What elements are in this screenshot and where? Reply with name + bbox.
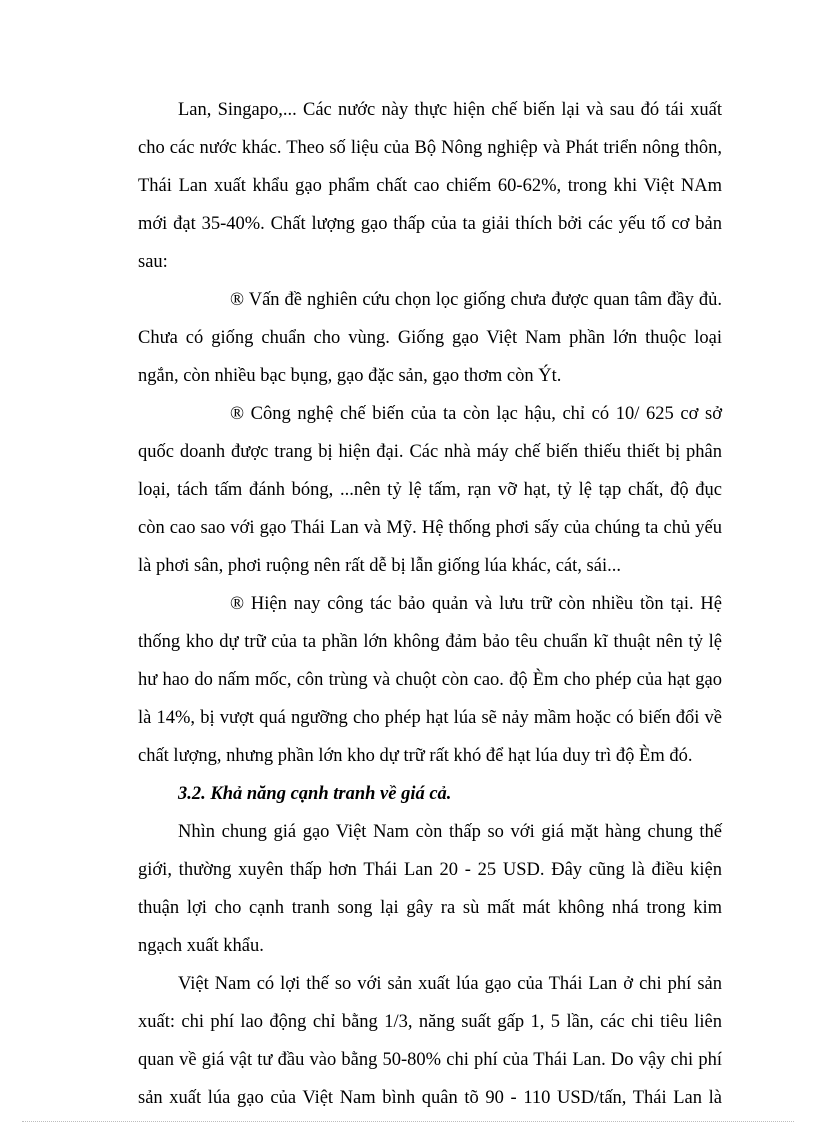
text-line-16: hư hao do nấm mốc, côn trùng và chuột còn cao. độ Èm cho phép của hạt gạo [138, 670, 722, 690]
bullet-line-2: ® Công nghệ chế biến của ta còn lạc hậu, chỉ có 10/ 625 cơ sở [230, 404, 722, 424]
text-line-11: loại, tách tấm đánh bóng, ...nên tỷ lệ tấm, rạn vỡ hạt, tỷ lệ tạp chất, độ đục [138, 480, 722, 500]
text-line-25: xuất: chi phí lao động chỉ bằng 1/3, năng suất gấp 1, 5 lần, các chi tiêu liên [138, 1012, 722, 1032]
text-line-1: Lan, Singapo,... Các nước này thực hiện chế biến lại và sau đó tái xuất [178, 100, 722, 120]
text-line-10: quốc doanh được trang bị hiện đại. Các nhà máy chế biến thiếu thiết bị phân [138, 442, 722, 462]
text-line-5: sau: [138, 252, 168, 272]
bullet-line-1: ® Vấn đề nghiên cứu chọn lọc giống chưa được quan tâm đầy đủ. [230, 290, 722, 310]
footer-dotted-rule [22, 1121, 794, 1122]
text-line-26: quan về giá vật tư đầu vào bằng 50-80% chi phí của Thái Lan. Do vậy chi phí [138, 1050, 722, 1070]
text-line-21: giới, thường xuyên thấp hơn Thái Lan 20 - 25 USD. Đây cũng là điều kiện [138, 860, 722, 880]
text-line-24: Việt Nam có lợi thế so với sản xuất lúa gạo của Thái Lan ở chi phí sản [178, 974, 722, 994]
text-line-17: là 14%, bị vượt quá ngưỡng cho phép hạt lúa sẽ nảy mầm hoặc có biến đổi về [138, 708, 722, 728]
text-line-12: còn cao sao với gạo Thái Lan và Mỹ. Hệ thống phơi sấy của chúng ta chủ yếu [138, 518, 722, 538]
text-line-20: Nhìn chung giá gạo Việt Nam còn thấp so với giá mặt hàng chung thế [178, 822, 722, 842]
text-line-8: ngắn, còn nhiều bạc bụng, gạo đặc sản, gạo thơm còn Ýt. [138, 366, 562, 386]
text-line-22: thuận lợi cho cạnh tranh song lại gây ra sù mất mát không nhá trong kim [138, 898, 722, 918]
text-line-7: Chưa có giống chuẩn cho vùng. Giống gạo Việt Nam phần lớn thuộc loại [138, 328, 722, 348]
text-line-13: là phơi sân, phơi ruộng nên rất dễ bị lẫn giống lúa khác, cát, sái... [138, 556, 621, 576]
section-heading: 3.2. Khả năng cạnh tranh về giá cả. [178, 784, 452, 804]
text-line-23: ngạch xuất khẩu. [138, 936, 264, 956]
text-line-4: mới đạt 35-40%. Chất lượng gạo thấp của ta giải thích bởi các yếu tố cơ bản [138, 214, 722, 234]
text-line-3: Thái Lan xuất khẩu gạo phẩm chất cao chiếm 60-62%, trong khi Việt NAm [138, 176, 722, 196]
text-line-27: sản xuất lúa gạo của Việt Nam bình quân tõ 90 - 110 USD/tấn, Thái Lan là [138, 1088, 722, 1108]
bullet-line-3: ® Hiện nay công tác bảo quản và lưu trữ còn nhiều tồn tại. Hệ [230, 594, 722, 614]
text-line-18: chất lượng, nhưng phần lớn kho dự trữ rất khó để hạt lúa duy trì độ Èm đó. [138, 746, 693, 766]
text-line-2: cho các nước khác. Theo số liệu của Bộ Nông nghiệp và Phát triển nông thôn, [138, 138, 722, 158]
text-line-15: thống kho dự trữ của ta phần lớn không đảm bảo têu chuẩn kĩ thuật nên tỷ lệ [138, 632, 722, 652]
